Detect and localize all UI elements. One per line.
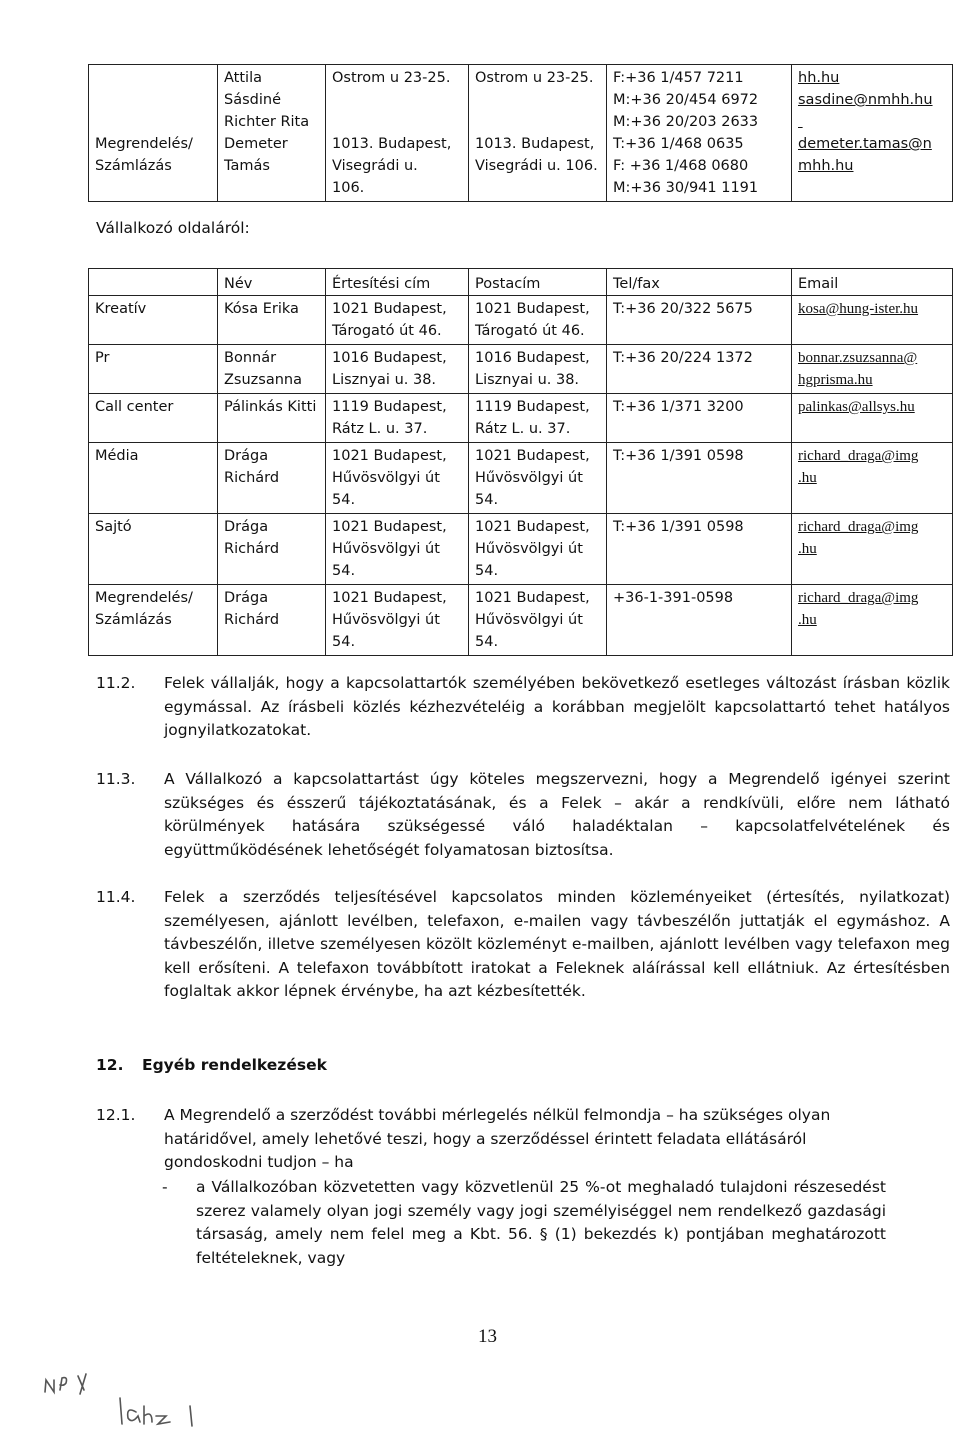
postal-line: Rátz L. u. 37. — [475, 421, 571, 437]
table-row — [89, 65, 953, 202]
address-line: 54. — [332, 492, 356, 508]
email-cell — [792, 514, 953, 585]
name-line: Demeter — [224, 136, 288, 152]
address-line: Hűvösvölgyi út — [332, 541, 440, 557]
email-link[interactable]: richard_draga@img — [798, 448, 919, 464]
phone-cell — [607, 296, 792, 345]
postal-line: Hűvösvölgyi út — [475, 541, 583, 557]
email-link[interactable]: hgprisma.hu — [798, 372, 873, 388]
phone-cell — [607, 65, 792, 202]
name-line: Sásdiné — [224, 92, 281, 108]
clause-number: 11.4. — [96, 888, 136, 906]
postal-cell — [469, 296, 607, 345]
name-line: Pálinkás Kitti — [224, 399, 317, 415]
address-line — [332, 89, 462, 111]
address-line — [332, 111, 462, 133]
email-link[interactable]: demeter.tamas@n — [798, 136, 932, 152]
name-cell — [218, 443, 326, 514]
email-cell — [792, 394, 953, 443]
clause-text: A Megrendelő a szerződést további mérlegelés nélkül felmondja – ha szükséges olyan határidővel, amely lehetővé teszi, hogy a szerződéssel érintett feladata ellátásáról gondoskodni tudjon – ha — [164, 1106, 831, 1171]
name-line: Drága — [224, 519, 269, 535]
phone-text: T:+36 1/371 3200 — [613, 399, 744, 415]
email-link[interactable]: hh.hu — [798, 70, 840, 86]
header-cell: Postacím — [469, 269, 607, 296]
name-cell — [218, 585, 326, 656]
postal-cell — [469, 443, 607, 514]
handwritten-mark — [40, 1350, 220, 1430]
name-line: Drága — [224, 448, 269, 464]
address-line: 54. — [332, 634, 356, 650]
section-number: 12. — [96, 1056, 124, 1074]
name-line: Drága — [224, 590, 269, 606]
address-line: 54. — [332, 563, 356, 579]
email-link[interactable]: mhh.hu — [798, 158, 854, 174]
name-cell — [218, 345, 326, 394]
address-line: 1021 Budapest, — [332, 519, 447, 535]
name-line: Richter Rita — [224, 114, 310, 130]
name-line: Attila — [224, 70, 262, 86]
phone-text: T:+36 20/322 5675 — [613, 301, 753, 317]
role-text: Sajtó — [95, 519, 132, 535]
address-cell — [326, 514, 469, 585]
table-row — [89, 443, 953, 514]
email-link[interactable]: bonnar.zsuzsanna@ — [798, 350, 918, 366]
header-cell: Email — [792, 269, 953, 296]
address-line: Rátz L. u. 37. — [332, 421, 428, 437]
address-line: 1016 Budapest, — [332, 350, 447, 366]
role-text: Megrendelés/ Számlázás — [95, 590, 193, 628]
phone-line: M:+36 20/203 2633 — [613, 114, 759, 130]
postal-line: 54. — [475, 492, 499, 508]
address-cell — [326, 585, 469, 656]
role-cell — [89, 345, 218, 394]
phone-text: T:+36 1/391 0598 — [613, 519, 744, 535]
address-line: 106. — [332, 180, 365, 196]
postal-line: 1119 Budapest, — [475, 399, 590, 415]
postal-line — [475, 89, 600, 111]
name-cell — [218, 394, 326, 443]
postal-line: Ostrom u 23-25. — [475, 70, 594, 86]
clause-number: 12.1. — [96, 1106, 136, 1124]
phone-line: M:+36 20/454 6972 — [613, 92, 759, 108]
address-line: Tárogató út 46. — [332, 323, 442, 339]
address-cell — [326, 443, 469, 514]
postal-line: 1013. Budapest, — [475, 136, 595, 152]
role-cell — [89, 514, 218, 585]
section-12-heading — [96, 1056, 327, 1074]
address-line: 1021 Budapest, — [332, 301, 447, 317]
postal-line: 1021 Budapest, — [475, 301, 590, 317]
email-cell — [792, 345, 953, 394]
phone-text: +36-1-391-0598 — [613, 590, 734, 606]
table-row — [89, 394, 953, 443]
address-line: Hűvösvölgyi út — [332, 612, 440, 628]
email-link[interactable]: palinkas@allsys.hu — [798, 399, 915, 415]
bullet-text: a Vállalkozóban közvetetten vagy közvetlenül 25 %-ot meghaladó tulajdoni részesedést szerez valamely olyan jogi személy vagy jogi személyiséggel nem rendelkező gazdasági társaság, amely nem felel meg a Kbt. 56. § (1) bekezdés k) pontjában meghatározott feltételeknek, vagy — [196, 1178, 886, 1267]
email-link[interactable]: sasdine@nmhh.hu — [798, 92, 933, 108]
clause-number: 11.3. — [96, 770, 136, 788]
postal-cell — [469, 394, 607, 443]
postal-cell — [469, 65, 607, 202]
address-line: Hűvösvölgyi út — [332, 470, 440, 486]
header-cell: Tel/fax — [607, 269, 792, 296]
postal-line: 1021 Budapest, — [475, 590, 590, 606]
email-link[interactable]: richard_draga@img — [798, 519, 919, 535]
email-link[interactable]: kosa@hung-ister.hu — [798, 301, 919, 317]
address-cell — [326, 345, 469, 394]
phone-line: F: +36 1/468 0680 — [613, 158, 749, 174]
phone-cell — [607, 394, 792, 443]
postal-line: 54. — [475, 563, 499, 579]
clause-text: Felek a szerződés teljesítésével kapcsolatos minden közleményeiket (értesítés, nyilatkozat) személyesen, ajánlott levélben, telefaxon, e-mailen vagy távbeszélőn juttatják el egymáshoz. A távbeszélőn, illetve személyesen közölt közleményt e-mailben, ajánlott levélben vagy telefaxon meg kell erősíteni. A telefaxon továbbított iratokat a Feleknek aláírással kell ellátniuk. Az értesítésben foglaltak akkor lépnek érvénybe, ha azt kézbesítették. — [164, 888, 950, 1000]
clause-text: A Vállalkozó a kapcsolattartást úgy köteles megszervezni, hogy a Megrendelő igényei szerint szükséges és ésszerű tájékoztatásának, és a Felek – akár a rendkívüli, előre nem látható körülmények hatására szükségessé váló haladéktalan – kapcsolatfelvételének és együttműködésének lehetőségét folyamatosan biztosítsa. — [164, 770, 950, 859]
table-row — [89, 296, 953, 345]
contractor-contact-table — [88, 268, 953, 656]
clause-text: Felek vállalják, hogy a kapcsolattartók személyében bekövetkező esetleges változást írásban közlik egymással. Az írásbeli közlés kézhezvételéig a korábban megjelölt kapcsolattartó tehet hatályos jognyilatkozatokat. — [164, 674, 950, 739]
header-cell — [89, 269, 218, 296]
role-cell — [89, 585, 218, 656]
role-text: Call center — [95, 399, 174, 415]
address-line: 1013. Budapest, — [332, 136, 452, 152]
role-cell — [89, 443, 218, 514]
name-line: Tamás — [224, 158, 270, 174]
phone-cell — [607, 443, 792, 514]
postal-line: Hűvösvölgyi út — [475, 612, 583, 628]
email-link[interactable]: .hu — [798, 541, 817, 557]
phone-line: T:+36 1/468 0635 — [613, 136, 744, 152]
phone-text: T:+36 20/224 1372 — [613, 350, 753, 366]
phone-cell — [607, 585, 792, 656]
postal-line: 1021 Budapest, — [475, 448, 590, 464]
name-line: Richárd — [224, 612, 280, 628]
client-contact-table — [88, 64, 953, 202]
postal-line: Tárogató út 46. — [475, 323, 585, 339]
phone-text: T:+36 1/391 0598 — [613, 448, 744, 464]
name-cell — [218, 296, 326, 345]
phone-line: F:+36 1/457 7211 — [613, 70, 744, 86]
header-cell: Név — [218, 269, 326, 296]
postal-line: Lisznyai u. 38. — [475, 372, 580, 388]
address-cell — [326, 296, 469, 345]
header-cell: Értesítési cím — [326, 269, 469, 296]
email-link[interactable]: richard_draga@img — [798, 590, 919, 606]
email-link[interactable]: .hu — [798, 470, 817, 486]
table-header-row — [89, 269, 953, 296]
postal-line: Visegrádi u. 106. — [475, 158, 598, 174]
role-text: Kreatív — [95, 301, 147, 317]
role-cell — [89, 296, 218, 345]
phone-line: M:+36 30/941 1191 — [613, 180, 759, 196]
email-cell — [792, 443, 953, 514]
postal-cell — [469, 345, 607, 394]
postal-cell — [469, 585, 607, 656]
name-cell — [218, 514, 326, 585]
address-cell — [326, 394, 469, 443]
name-line: Richárd — [224, 470, 280, 486]
address-line: Visegrádi u. — [332, 158, 418, 174]
address-line: 1021 Budapest, — [332, 448, 447, 464]
table-row — [89, 345, 953, 394]
email-cell — [792, 65, 953, 202]
email-link[interactable]: .hu — [798, 612, 817, 628]
address-line: 1119 Budapest, — [332, 399, 447, 415]
address-line: 1021 Budapest, — [332, 590, 447, 606]
email-cell — [792, 296, 953, 345]
postal-line: 54. — [475, 634, 499, 650]
postal-line: Hűvösvölgyi út — [475, 470, 583, 486]
name-cell — [218, 65, 326, 202]
phone-cell — [607, 345, 792, 394]
clause-number: 11.2. — [96, 674, 136, 692]
email-link — [798, 111, 946, 133]
postal-line: 1021 Budapest, — [475, 519, 590, 535]
role-cell — [89, 394, 218, 443]
postal-line: 1016 Budapest, — [475, 350, 590, 366]
bullet-dash: - — [162, 1178, 168, 1196]
postal-line — [475, 111, 600, 133]
postal-cell — [469, 514, 607, 585]
email-cell — [792, 585, 953, 656]
name-line: Kósa Erika — [224, 301, 299, 317]
table-row — [89, 585, 953, 656]
address-line: Lisznyai u. 38. — [332, 372, 437, 388]
role-cell — [89, 65, 218, 202]
role-text: Pr — [95, 350, 110, 366]
name-line: Zsuzsanna — [224, 372, 302, 388]
phone-cell — [607, 514, 792, 585]
name-line: Richárd — [224, 541, 280, 557]
role-text: Média — [95, 448, 139, 464]
name-line: Bonnár — [224, 350, 277, 366]
table-row — [89, 514, 953, 585]
address-cell — [326, 65, 469, 202]
address-line: Ostrom u 23-25. — [332, 70, 451, 86]
section-title: Egyéb rendelkezések — [142, 1056, 327, 1074]
section-caption: Vállalkozó oldaláról: — [96, 219, 250, 237]
role-text: Megrendelés/ Számlázás — [95, 136, 193, 174]
page-number: 13 — [478, 1326, 497, 1347]
